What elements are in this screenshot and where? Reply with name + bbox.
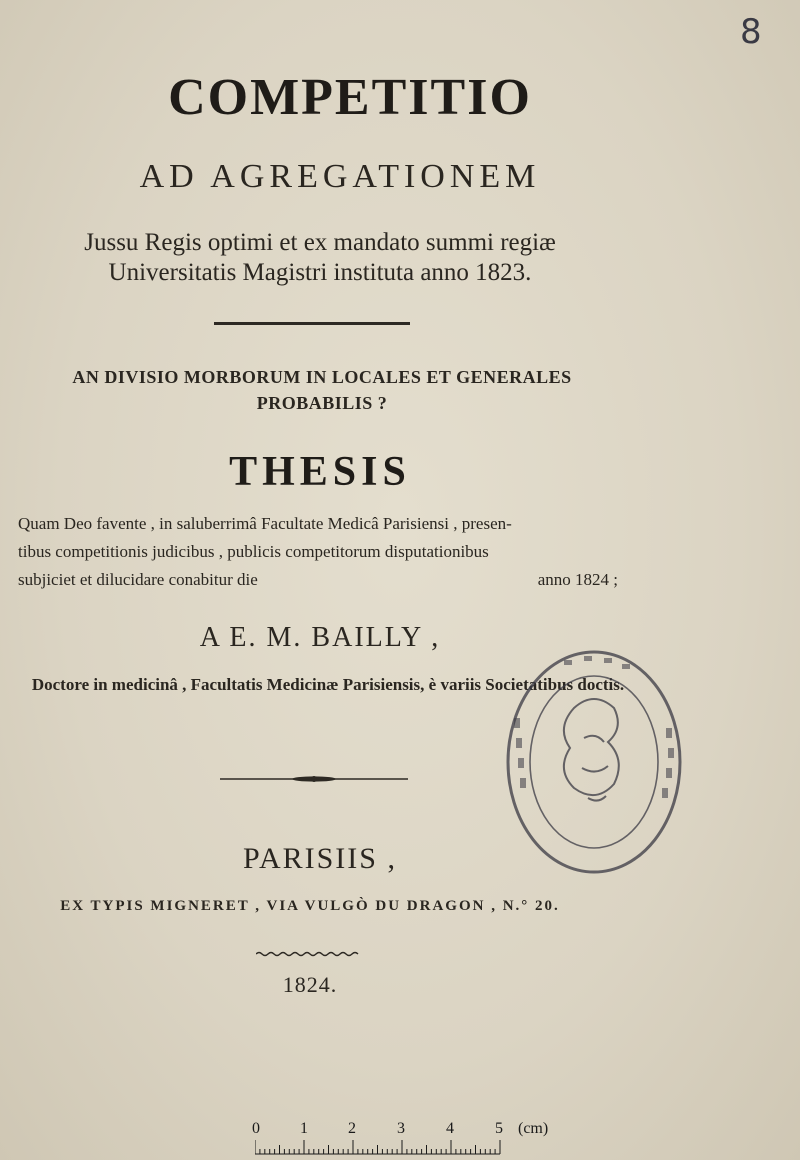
ornamental-rule: [220, 776, 408, 782]
scale-label: 3: [397, 1120, 405, 1137]
author-credentials: Doctore in medicinâ , Facultatis Medicinæ Parisiensis, è variis Societatibus doctis.: [31, 675, 625, 694]
scale-ticks: [255, 1140, 505, 1156]
dedication-line-3-right: anno 1824 ;: [537, 570, 618, 589]
dedication-line-1: Quam Deo favente , in saluberrimâ Facultate Medicâ Parisiensi , presen-: [18, 514, 512, 533]
library-stamp: [504, 648, 684, 876]
dedication-line-3-left: subjiciet et dilucidare conabitur die: [18, 570, 258, 589]
wavy-rule: [256, 950, 360, 958]
dedication-text: [18, 510, 618, 594]
intro-text: Jussu Regis optimi et ex mandato summi regiæ Universitatis Magistri instituta anno 1823.: [84, 229, 556, 286]
page-number: 8: [740, 12, 762, 52]
scale-unit: (cm): [518, 1120, 549, 1137]
title-main: COMPETITIO: [168, 69, 532, 126]
divider-rule: [214, 322, 410, 325]
scale-label: 1: [300, 1120, 308, 1137]
author-name: A E. M. BAILLY ,: [199, 622, 441, 653]
scale-label: 2: [348, 1120, 356, 1137]
dedication-line-2: tibus competitionis judicibus , publicis competitorum disputationibus: [18, 542, 489, 561]
scale-label: 4: [446, 1120, 454, 1137]
scale-label: 0: [252, 1120, 260, 1137]
dedication-line-3: [18, 566, 618, 594]
scale-label: 5: [495, 1120, 503, 1137]
thesis-heading: THESIS: [229, 449, 411, 495]
imprint-printer: EX TYPIS MIGNERET , VIA VULGÒ DU DRAGON , N.° 20.: [60, 898, 560, 914]
imprint-city: PARISIIS ,: [243, 842, 397, 875]
thesis-question: AN DIVISIO MORBORUM IN LOCALES ET GENERALES PROBABILIS ?: [72, 367, 572, 413]
scale-ruler: [250, 1120, 560, 1160]
title-subtitle: AD AGREGATIONEM: [139, 158, 541, 195]
imprint-year: 1824.: [282, 972, 338, 997]
